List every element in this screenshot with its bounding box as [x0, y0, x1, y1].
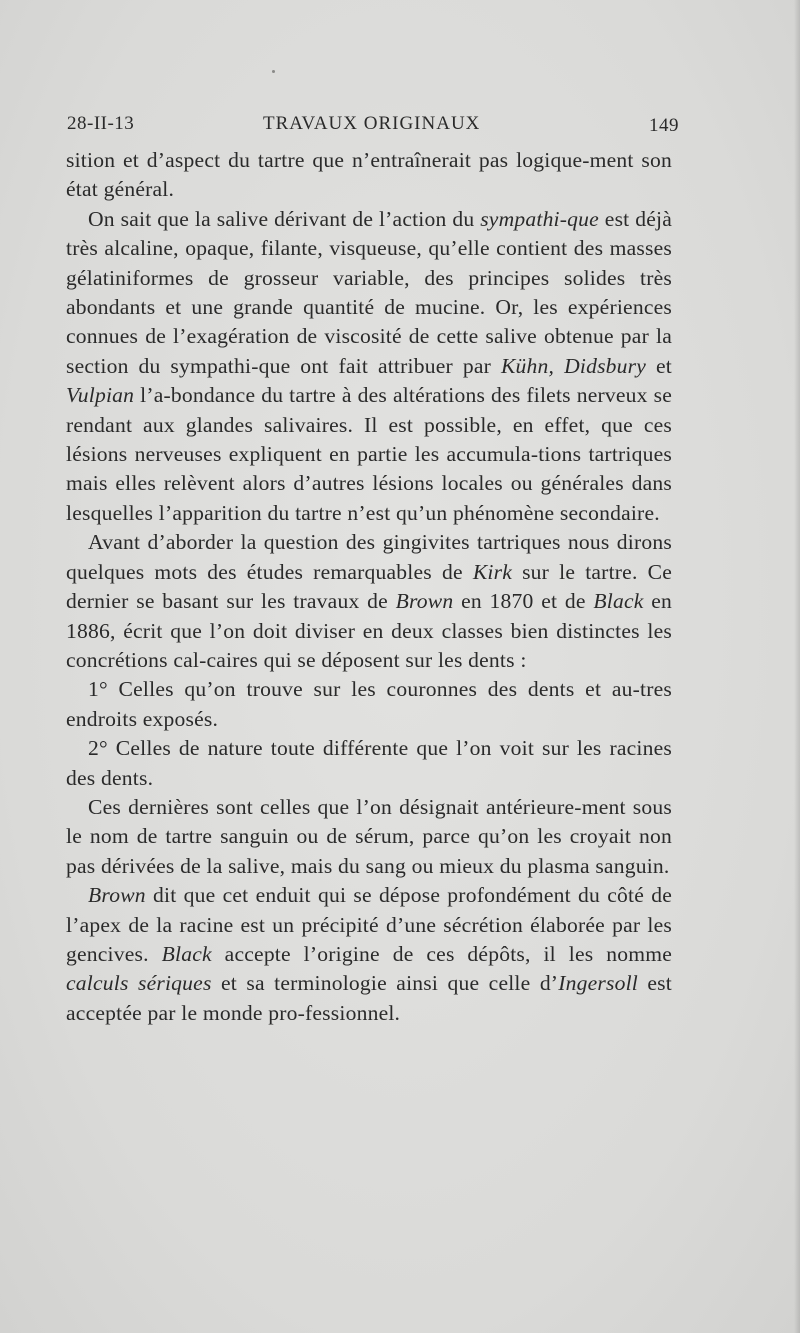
running-header — [67, 113, 679, 141]
page-number: 149 — [649, 115, 679, 136]
text-run: est acceptée par le monde pro-fessionnel. — [66, 971, 672, 1025]
text-run: et — [646, 353, 672, 378]
paragraph — [66, 528, 672, 675]
paragraph — [66, 146, 672, 205]
text-run: en 1886, écrit que l’on doit diviser en deux classes bien distinctes les concrétions cal-caires qui se déposent sur les dents : — [66, 589, 672, 672]
text-run: Ces dernières sont celles que l’on désignait antérieure-ment sous le nom de tartre sanguin ou de sérum, parce qu’on les croyait non pas dérivées de la salive, mais du sang ou mieux du plasma sanguin. — [66, 794, 672, 878]
text-run: et sa terminologie ainsi que celle d’ — [211, 971, 559, 996]
paragraph — [66, 793, 672, 881]
italic-text: Kirk — [472, 559, 513, 584]
text-run: l’a-bondance du tartre à des altérations des filets nerveux se rendant aux glandes salivaires. Il est possible, en effet, que ces lésions nerveuses expliquent en partie les accumula-tions tartriques mais elles relèvent alors d’autres lésions locales ou générales dans lesquelles l’apparition du tartre n’est qu’un phénomène secondaire. — [66, 383, 672, 525]
text-run: Avant d’aborder la question des gingivites tartriques nous dirons quelques mots des études remarquables de — [66, 530, 672, 584]
text-run: On sait que la salive dérivant de l’action du — [88, 206, 481, 231]
text-run: sition et d’aspect du tartre que n’entraînerait pas logique-ment son état général. — [66, 148, 672, 202]
body-text — [66, 146, 672, 1028]
page-edge-shadow — [794, 0, 800, 1333]
text-run: 2° Celles de nature toute différente que l’on voit sur les racines des dents. — [66, 736, 672, 790]
text-run: accepte l’origine de ces dépôts, il les nomme — [211, 941, 673, 966]
italic-text: sympathi-que — [480, 206, 599, 231]
text-run: en 1870 et de — [453, 589, 594, 614]
text-run: est déjà très alcaline, opaque, filante, visqueuse, qu’elle contient des masses gélatiniformes de grosseur variable, des principes solides très abondants et une grande quantité de mucine. Or, les expériences connues de l’exagération de viscosité de cette salive obtenue par la section du sympathi-que ont fait attribuer par — [66, 206, 672, 378]
header-title: TRAVAUX ORIGINAUX — [263, 113, 481, 134]
paragraph — [66, 734, 672, 793]
italic-text: Vulpian — [66, 383, 135, 408]
italic-text: Brown — [88, 883, 146, 908]
paragraph — [66, 675, 672, 734]
paragraph — [66, 881, 672, 1028]
italic-text: Brown — [395, 589, 454, 614]
italic-text: Black — [593, 589, 644, 614]
text-run: sur le tartre. Ce dernier se basant sur les travaux de — [66, 559, 672, 614]
italic-text: Black — [161, 941, 212, 966]
italic-text: Ingersoll — [558, 971, 638, 996]
italic-text: calculs sériques — [66, 971, 212, 996]
ink-speck — [272, 70, 275, 73]
text-run: 1° Celles qu’on trouve sur les couronnes des dents et au-tres endroits exposés. — [66, 677, 672, 731]
italic-text: Kühn, Didsbury — [500, 353, 647, 378]
paragraph — [66, 205, 672, 528]
header-date: 28-II-13 — [67, 113, 135, 134]
text-run: dit que cet enduit qui se dépose profondément du côté de l’apex de la racine est un précipité d’une sécrétion élaborée par les gencives. — [66, 883, 672, 966]
